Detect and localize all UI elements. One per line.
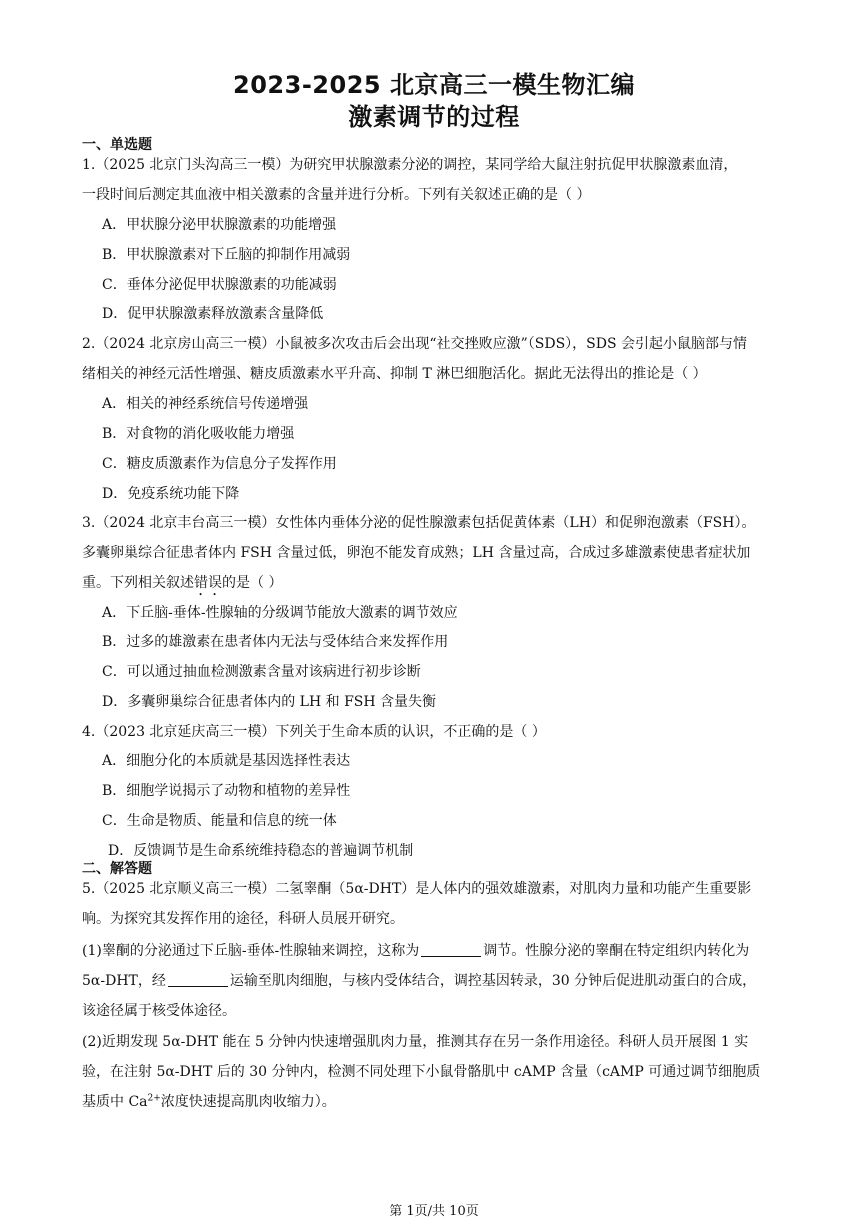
question-4-option-c: C．生命是物质、能量和信息的统一体	[102, 813, 337, 829]
question-5-part-2-line-3-post: 浓度快速提高肌肉收缩力）。	[160, 1094, 336, 1110]
question-1-stem-line-2: 一段时间后测定其血液中相关激素的含量并进行分析。下列有关叙述正确的是（ ）	[82, 187, 591, 203]
question-2-stem-line-1: 2.（2024 北京房山高三一模）小鼠被多次攻击后会出现“社交挫败应激”（SDS），SDS 会引起小鼠脑部与情	[82, 336, 748, 352]
question-4-option-d: D．反馈调节是生命系统维持稳态的普遍调节机制	[108, 843, 414, 859]
question-5-part-2-line-3-pre: 基质中 Ca	[82, 1094, 148, 1110]
document-title: 2023-2025 北京高三一模生物汇编	[233, 71, 635, 99]
question-5-part-1-line-2-post: 运输至肌肉细胞，与核内受体结合，调控基因转录，30 分钟后促进肌动蛋白的合成，	[229, 973, 757, 989]
answer-blank-1[interactable]	[421, 942, 481, 957]
question-4-option-b: B．细胞学说揭示了动物和植物的差异性	[102, 783, 351, 799]
question-5-part-1-line-1-post: 调节。性腺分泌的睾酮在特定组织内转化为	[483, 943, 750, 959]
question-4-stem-line-1: 4.（2023 北京延庆高三一模）下列关于生命本质的认识，不正确的是（ ）	[82, 724, 546, 740]
page-footer: 第 1页/共 10页	[389, 1204, 479, 1219]
question-3-option-d: D．多囊卵巢综合征患者体内的 LH 和 FSH 含量失衡	[102, 694, 437, 710]
question-3-option-b: B．过多的雄激素在患者体内无法与受体结合来发挥作用	[102, 634, 449, 650]
question-5-part-1-line-1	[82, 941, 792, 961]
question-3-option-a: A．下丘脑-垂体-性腺轴的分级调节能放大激素的调节效应	[102, 605, 458, 621]
question-2-option-a: A．相关的神经系统信号传递增强	[102, 396, 309, 412]
question-5-part-2-line-3	[82, 1092, 792, 1112]
question-1-option-c: C．垂体分泌促甲状腺激素的功能减弱	[102, 277, 337, 293]
calcium-charge-superscript: 2+	[147, 1093, 161, 1104]
section-answer: 二、解答题	[82, 861, 152, 877]
question-5-stem-line-1: 5.（2025 北京顺义高三一模）二氢睾酮（5α-DHT）是人体内的强效雄激素，对肌肉力量和功能产生重要影	[82, 881, 752, 897]
question-5-stem-line-2: 响。为探究其发挥作用的途径，科研人员展开研究。	[82, 911, 404, 927]
answer-blank-2[interactable]	[168, 972, 228, 987]
question-3-stem-line-2: 多囊卵巢综合征患者体内 FSH 含量过低，卵泡不能发育成熟；LH 含量过高，合成过多雄激素使患者症状加	[82, 545, 751, 561]
question-2-stem-line-2: 绪相关的神经元活性增强、糖皮质激素水平升高、抑制 T 淋巴细胞活化。据此无法得出的推论是（ ）	[82, 366, 707, 382]
question-3-emphasis-word: 错误	[194, 575, 222, 591]
question-2-option-c: C．糖皮质激素作为信息分子发挥作用	[102, 456, 337, 472]
question-3-option-c: C．可以通过抽血检测激素含量对该病进行初步诊断	[102, 664, 421, 680]
document-subtitle: 激素调节的过程	[348, 103, 520, 131]
question-1-option-a: A．甲状腺分泌甲状腺激素的功能增强	[102, 217, 337, 233]
question-3-stem-line-1: 3.（2024 北京丰台高三一模）女性体内垂体分泌的促性腺激素包括促黄体素（LH）和促卵泡激素（FSH）。	[82, 515, 756, 531]
question-3-stem-pre: 重。下列相关叙述	[82, 575, 194, 591]
question-1-option-b: B．甲状腺激素对下丘脑的抑制作用减弱	[102, 247, 351, 263]
question-5-part-2-line-1: (2)近期发现 5α-DHT 能在 5 分钟内快速增强肌肉力量，推测其存在另一条作用途径。科研人员开展图 1 实	[82, 1034, 749, 1050]
question-5-part-1-line-3: 该途径属于核受体途径。	[82, 1003, 236, 1019]
question-4-option-a: A．细胞分化的本质就是基因选择性表达	[102, 753, 351, 769]
question-5-part-1-line-2	[82, 971, 792, 991]
question-5-part-1-line-2-pre: 5α-DHT，经	[82, 973, 166, 989]
question-3-stem-post: 的是（ ）	[222, 575, 283, 591]
section-single-choice: 一、单选题	[82, 137, 152, 153]
question-1-stem-line-1: 1.（2025 北京门头沟高三一模）为研究甲状腺激素分泌的调控，某同学给大鼠注射抗促甲状腺激素血清，	[82, 157, 738, 173]
question-3-stem-line-3	[82, 573, 792, 599]
question-5-part-1-line-1-pre: (1)睾酮的分泌通过下丘脑-垂体-性腺轴来调控，这称为	[82, 943, 420, 959]
question-1-option-d: D．促甲状腺激素释放激素含量降低	[102, 306, 324, 322]
question-2-option-b: B．对食物的消化吸收能力增强	[102, 426, 295, 442]
question-2-option-d: D．免疫系统功能下降	[102, 486, 240, 502]
question-5-part-2-line-2: 验，在注射 5α-DHT 后的 30 分钟内，检测不同处理下小鼠骨骼肌中 cAMP 含量（cAMP 可通过调节细胞质	[82, 1064, 761, 1080]
